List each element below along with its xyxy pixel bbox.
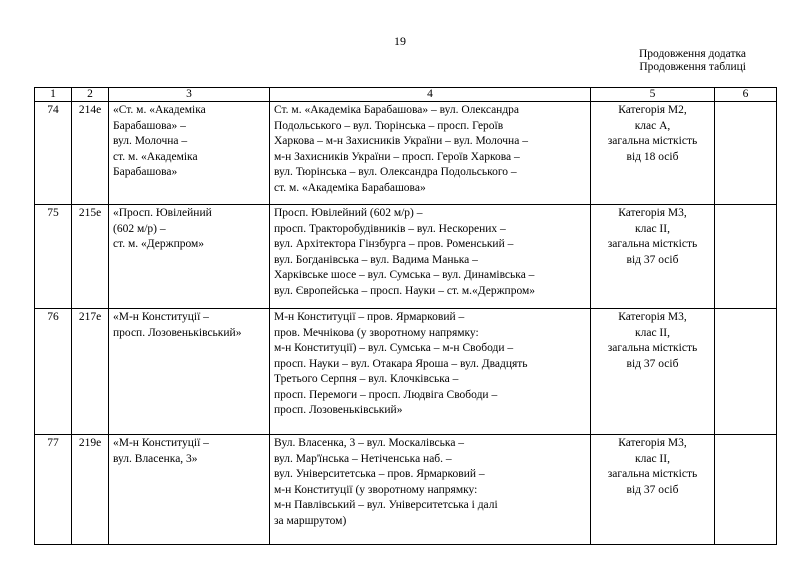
header-cell-4: 4 [270, 88, 591, 102]
row-number: 75 [35, 205, 72, 309]
row-number: 76 [35, 309, 72, 435]
note-cell [715, 102, 777, 205]
row-number: 74 [35, 102, 72, 205]
routes-table [34, 87, 777, 545]
vehicle-category: Категорія М3, клас ІІ, загальна місткість від 37 осіб [591, 205, 715, 309]
vehicle-category: Категорія М3, клас ІІ, загальна місткість від 37 осіб [591, 435, 715, 545]
table-header-row [35, 88, 777, 102]
vehicle-category: Категорія М2, клас А, загальна місткість від 18 осіб [591, 102, 715, 205]
route-path: Ст. м. «Академіка Барабашова» – вул. Олександра Подольського – вул. Тюрінська – просп. Героїв Харкова – м-н Захисників України – вул. Молочна – м-н Захисників України – просп. Героїв Харкова – вул. Тюрінська – вул. Олександра Подольського – ст. м. «Академіка Барабашова» [270, 102, 591, 205]
route-name: «Ст. м. «Академіка Барабашова» – вул. Молочна – ст. м. «Академіка Барабашова» [109, 102, 270, 205]
table-row [35, 102, 777, 205]
header-cell-5: 5 [591, 88, 715, 102]
route-number: 217е [72, 309, 109, 435]
table-row [35, 309, 777, 435]
row-number: 77 [35, 435, 72, 545]
continuation-caption [639, 48, 746, 74]
page-number: 19 [394, 34, 406, 48]
continuation-table: Продовження таблиці [639, 61, 746, 73]
table-row [35, 435, 777, 545]
route-name: «М-н Конституції – просп. Лозовеньківський» [109, 309, 270, 435]
route-number: 214е [72, 102, 109, 205]
note-cell [715, 435, 777, 545]
route-number: 219е [72, 435, 109, 545]
route-name: «Просп. Ювілейний (602 м/р) – ст. м. «Держпром» [109, 205, 270, 309]
header-cell-6: 6 [715, 88, 777, 102]
table-row [35, 205, 777, 309]
note-cell [715, 309, 777, 435]
header-cell-1: 1 [35, 88, 72, 102]
vehicle-category: Категорія М3, клас ІІ, загальна місткість від 37 осіб [591, 309, 715, 435]
note-cell [715, 205, 777, 309]
header-cell-2: 2 [72, 88, 109, 102]
continuation-appendix: Продовження додатка [638, 48, 746, 60]
header-cell-3: 3 [109, 88, 270, 102]
route-path: М-н Конституції – пров. Ярмарковий – пров. Мечнікова (у зворотному напрямку: м-н Конституції) – вул. Сумська – м-н Свободи – просп. Науки – вул. Отакара Яроша – вул. Двадцять Третього Серпня – вул. Клочківська – просп. Перемоги – просп. Людвіга Свободи – просп. Лозовеньківський» [270, 309, 591, 435]
route-number: 215е [72, 205, 109, 309]
route-name: «М-н Конституції – вул. Власенка, 3» [109, 435, 270, 545]
route-path: Вул. Власенка, 3 – вул. Москалівська – вул. Мар'їнська – Нетіченська наб. – вул. Університетська – пров. Ярмарковий – м-н Конституції (у зворотному напрямку: м-н Павлівський – вул. Університетська і далі за маршрутом) [270, 435, 591, 545]
route-path: Просп. Ювілейний (602 м/р) – просп. Тракторобудівників – вул. Нескорених – вул. Архітектора Гінзбурга – пров. Роменський – вул. Богданівська – вул. Вадима Манька – Харківське шосе – вул. Сумська – вул. Динамівська – вул. Європейська – просп. Науки – ст. м.«Держпром» [270, 205, 591, 309]
